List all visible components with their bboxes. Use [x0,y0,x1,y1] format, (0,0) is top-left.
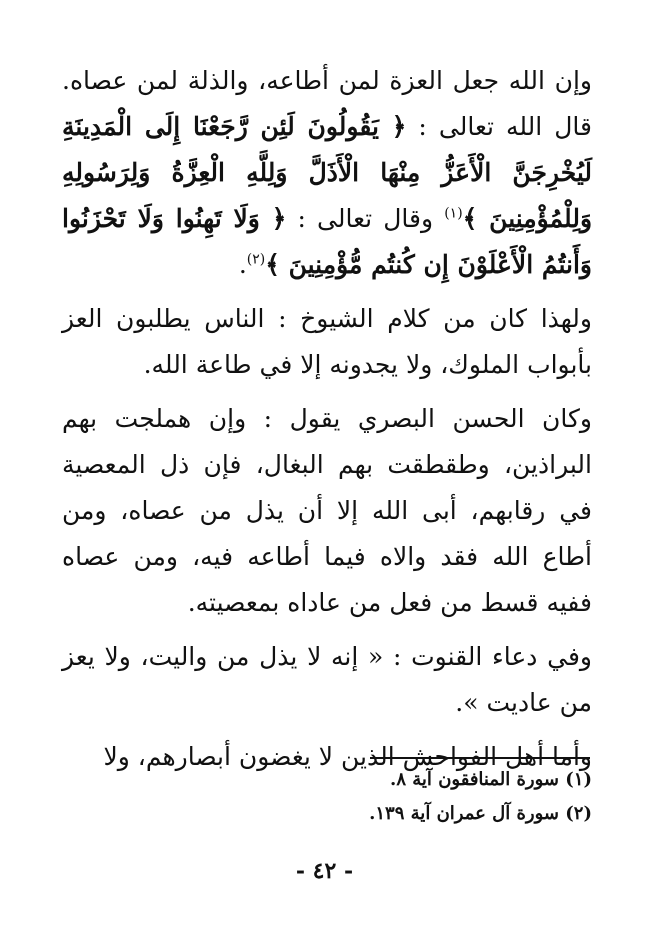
paragraph-3-text: وكان الحسن البصري يقول : وإن هملجت بهم البراذين، وطقطقت بهم البغال، فإن ذل المعصية في رقابهم، أبى الله إلا أن يذل من عصاه، ومن أطاع الله فقد والاه فيما أطاعه فيه، ومن عصاه ففيه قسط من فعل من عاداه بمعصيته. [62,404,592,617]
intro-text: وإن الله جعل العزة لمن أطاعه، والذلة لمن عصاه. [62,66,592,95]
quran-verse-1: ﴿ يَقُولُونَ لَئِن رَّجَعْنَا إِلَى الْمَدِينَةِ لَيُخْرِجَنَّ الْأَعَزُّ مِنْهَا الْأَذَلَّ وَلِلَّهِ الْعِزَّةُ وَلِرَسُولِهِ وَلِلْمُؤْمِنِينَ ﴾ [62,112,593,233]
footnote-ref-1: (١) [444,205,463,222]
quote2-lead: وقال تعالى : [297,204,434,233]
paragraph-3 [62,396,592,626]
footnote-ref-2: (٢) [246,251,266,268]
paragraph-4 [62,634,592,726]
quote1-lead: قال الله تعالى : [418,112,592,141]
footnote-divider [370,757,590,759]
footnotes [62,763,592,831]
footnote-2: (٢) سورة آل عمران آية ١٣٩. [369,803,592,824]
paragraph-2 [62,296,592,388]
paragraph-2-text: ولهذا كان من كلام الشيوخ : الناس يطلبون العز بأبواب الملوك، ولا يجدونه إلا في طاعة الله. [62,304,592,379]
paragraph-1 [62,58,592,288]
page-body [62,58,592,788]
footnote-1: (١) سورة المنافقون آية ٨. [390,769,592,790]
paragraph-5-text: وأما أهل الفواحش الذين لا يغضون أبصارهم، ولا [103,742,592,771]
paragraph-4-text: وفي دعاء القنوت : « إنه لا يذل من واليت، ولا يعز من عاديت ». [62,642,592,717]
paragraph-1-end: . [238,250,247,279]
page-number: - ٤٢ - [295,858,354,884]
quran-verse-2: ﴿ وَلَا تَهِنُوا وَلَا تَحْزَنُوا وَأَنتُمُ الْأَعْلَوْنَ إِن كُنتُم مُّؤْمِنِينَ ﴾ [62,204,592,279]
